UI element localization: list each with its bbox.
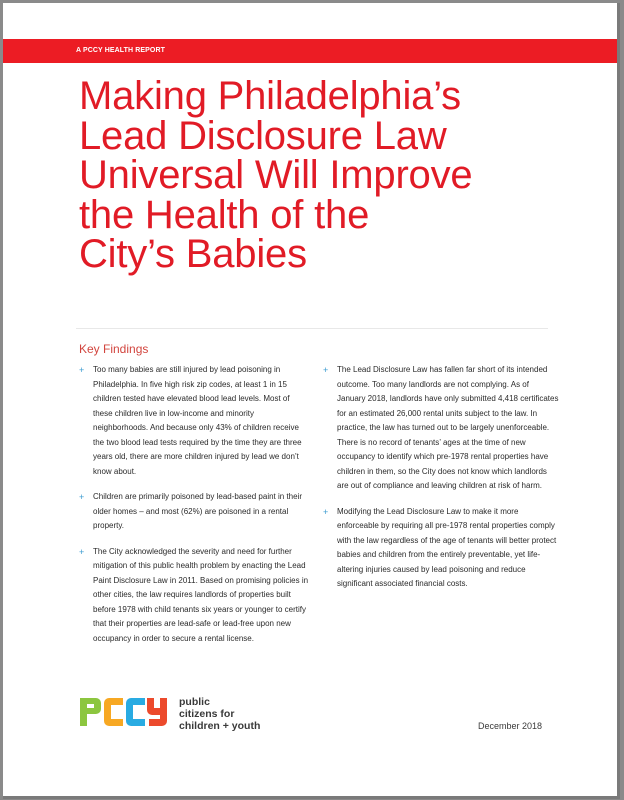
- finding-item: [323, 363, 559, 494]
- title-line: Lead Disclosure Law: [79, 113, 447, 158]
- finding-text: Children are primarily poisoned by lead-based paint in their older homes – and most (62%) are poisoned in a rental property.: [93, 492, 303, 530]
- logo-letter-y: [147, 698, 167, 726]
- finding-text: Modifying the Lead Disclosure Law to make it more enforceable by requiring all pre-1978 rental properties comply with the law regardless of the age of tenants will better protect babies and children from the entirely preventable, yet life-altering injuries caused by lead poisoning and reduce significant associated financial costs.: [337, 506, 557, 588]
- tagline-line: public: [179, 696, 210, 708]
- finding-item: [79, 545, 311, 647]
- finding-item: [323, 505, 559, 592]
- title-line: Making Philadelphia’s: [79, 74, 461, 118]
- tagline-line: children + youth: [179, 720, 261, 732]
- pccy-logo: [79, 696, 169, 728]
- report-label: A PCCY HEALTH REPORT: [76, 47, 165, 54]
- logo-letter-p: [80, 698, 101, 726]
- report-title: [79, 74, 559, 276]
- title-line: the Health of the: [79, 192, 370, 237]
- findings-right-column: [323, 363, 559, 603]
- plus-icon: +: [79, 492, 85, 502]
- logo-tagline: [179, 696, 260, 732]
- divider: [76, 328, 548, 329]
- logo-letter-c: [104, 698, 123, 726]
- plus-icon: +: [323, 365, 329, 375]
- finding-text: Too many babies are still injured by lead poisoning in Philadelphia. In five high risk zip codes, at least 1 in 15 children tested have elevated blood lead levels. Most of these children live in low-income and minority neighborhoods. And because only 43% of children receive the two blood lead tests required by the time they are three years old, there are more children injured by lead we don’t know about.: [93, 365, 302, 476]
- title-line: City’s Babies: [79, 232, 307, 276]
- finding-text: The City acknowledged the severity and need for further mitigation of this public health problem by enacting the Lead Paint Disclosure Law in 2011. Based on promising policies in other cities, the law requires landlords of properties built before 1978 with child tenants six years or younger to certify that their properties are lead-safe or lead-free upon new occupancy in order to secure a rental license.: [93, 546, 309, 643]
- findings-left-column: [79, 363, 311, 657]
- finding-text: The Lead Disclosure Law has fallen far short of its intended outcome. Too many landlords are not complying. As of January 2018, landlords have only submitted 4,418 certificates for an estimated 26,000 rental units subject to the law. In practice, the law has turned out to be largely unenforceable. There is no record of tenants’ ages at the time of new occupancy to identify which pre-1978 rental properties have children in them, so the City does not know which landlords are out of compliance and leaving children at risk of harm.: [337, 365, 559, 490]
- report-band: [3, 39, 617, 63]
- publication-date: December 2018: [478, 721, 543, 731]
- plus-icon: +: [323, 506, 329, 517]
- document-page: [3, 3, 620, 799]
- logo-letter-c: [126, 698, 145, 726]
- plus-icon: +: [79, 365, 85, 375]
- plus-icon: +: [79, 546, 85, 557]
- title-line: Universal Will Improve: [79, 153, 473, 197]
- key-findings-heading: Key Findings: [79, 342, 149, 356]
- tagline-line: citizens for: [179, 708, 235, 720]
- finding-item: [79, 490, 311, 534]
- finding-item: [79, 363, 311, 479]
